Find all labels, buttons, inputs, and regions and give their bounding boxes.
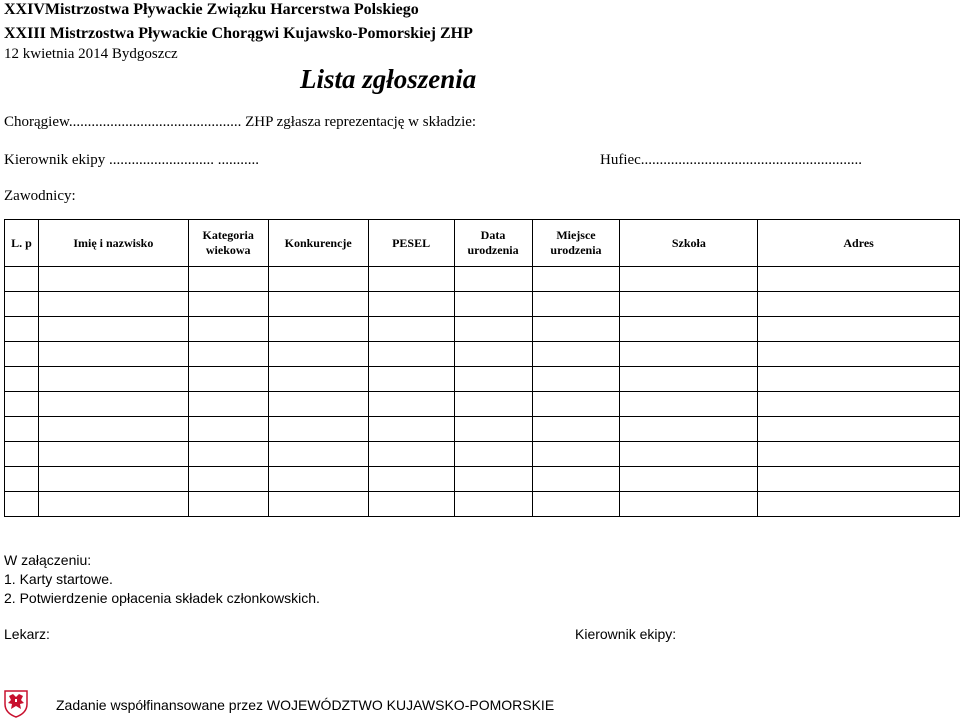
table-cell[interactable] — [5, 492, 39, 517]
table-cell[interactable] — [268, 392, 368, 417]
table-cell[interactable] — [454, 367, 532, 392]
table-cell[interactable] — [368, 442, 454, 467]
table-cell[interactable] — [38, 492, 188, 517]
table-cell[interactable] — [5, 367, 39, 392]
table-cell[interactable] — [188, 342, 268, 367]
table-row — [5, 392, 960, 417]
attachments-heading: W załączeniu: — [4, 552, 92, 568]
table-cell[interactable] — [268, 467, 368, 492]
table-cell[interactable] — [5, 392, 39, 417]
table-cell[interactable] — [758, 392, 960, 417]
table-cell[interactable] — [454, 267, 532, 292]
table-row — [5, 292, 960, 317]
table-cell[interactable] — [188, 417, 268, 442]
table-cell[interactable] — [268, 492, 368, 517]
form-title: Lista zgłoszenia — [300, 64, 477, 94]
table-cell[interactable] — [758, 342, 960, 367]
choragiew-field[interactable]: Chorągiew.............................................. ZHP zgłasza reprezentację w składzie: — [4, 114, 477, 130]
registration-table — [4, 219, 960, 517]
table-cell[interactable] — [188, 492, 268, 517]
table-cell[interactable] — [532, 417, 620, 442]
table-cell[interactable] — [532, 292, 620, 317]
table-cell[interactable] — [758, 467, 960, 492]
table-cell[interactable] — [368, 292, 454, 317]
table-cell[interactable] — [268, 317, 368, 342]
table-cell[interactable] — [620, 317, 758, 342]
col-header-age-category: Kategoria wiekowa — [188, 220, 268, 267]
competitors-label: Zawodnicy: — [4, 188, 76, 204]
table-cell[interactable] — [38, 292, 188, 317]
doctor-signature-label: Lekarz: — [4, 626, 50, 642]
table-cell[interactable] — [5, 317, 39, 342]
table-cell[interactable] — [188, 292, 268, 317]
table-cell[interactable] — [188, 392, 268, 417]
table-cell[interactable] — [758, 492, 960, 517]
event-date-location: 12 kwietnia 2014 Bydgoszcz — [4, 46, 178, 62]
table-cell[interactable] — [368, 342, 454, 367]
table-cell[interactable] — [620, 292, 758, 317]
table-cell[interactable] — [5, 342, 39, 367]
col-header-name: Imię i nazwisko — [38, 220, 188, 267]
table-cell[interactable] — [38, 392, 188, 417]
table-cell[interactable] — [38, 367, 188, 392]
table-cell[interactable] — [620, 442, 758, 467]
table-cell[interactable] — [38, 267, 188, 292]
table-cell[interactable] — [620, 342, 758, 367]
table-row — [5, 492, 960, 517]
table-header-row — [5, 220, 960, 267]
table-cell[interactable] — [532, 367, 620, 392]
col-header-school: Szkoła — [620, 220, 758, 267]
table-cell[interactable] — [620, 417, 758, 442]
col-header-events: Konkurencje — [268, 220, 368, 267]
cofinancing-note: Zadanie współfinansowane przez WOJEWÓDZTWO KUJAWSKO-POMORSKIE — [56, 697, 555, 713]
table-row — [5, 417, 960, 442]
col-header-birth-date: Data urodzenia — [454, 220, 532, 267]
table-cell[interactable] — [532, 317, 620, 342]
table-cell[interactable] — [532, 342, 620, 367]
table-cell[interactable] — [38, 417, 188, 442]
table-cell[interactable] — [268, 417, 368, 442]
team-leader-signature-label: Kierownik ekipy: — [575, 626, 677, 642]
table-cell[interactable] — [454, 292, 532, 317]
col-header-lp: L. p — [5, 220, 39, 267]
table-cell[interactable] — [368, 417, 454, 442]
table-cell[interactable] — [188, 442, 268, 467]
table-cell[interactable] — [532, 267, 620, 292]
table-cell[interactable] — [5, 442, 39, 467]
table-cell[interactable] — [5, 292, 39, 317]
col-header-pesel: PESEL — [368, 220, 454, 267]
table-cell[interactable] — [188, 467, 268, 492]
table-cell[interactable] — [532, 392, 620, 417]
table-cell[interactable] — [5, 467, 39, 492]
table-cell[interactable] — [38, 467, 188, 492]
table-cell[interactable] — [368, 367, 454, 392]
attachment-item-1: 1. Karty startowe. — [4, 571, 113, 587]
table-cell[interactable] — [758, 442, 960, 467]
table-row — [5, 342, 960, 367]
table-cell[interactable] — [454, 417, 532, 442]
table-cell[interactable] — [268, 442, 368, 467]
attachment-item-2: 2. Potwierdzenie opłacenia składek członkowskich. — [4, 590, 320, 606]
table-row — [5, 267, 960, 292]
table-row — [5, 367, 960, 392]
table-cell[interactable] — [368, 467, 454, 492]
table-row — [5, 467, 960, 492]
table-row — [5, 317, 960, 342]
championship-title: XXIVMistrzostwa Pływackie Związku Harcerstwa Polskiego — [4, 1, 419, 18]
table-cell[interactable] — [620, 467, 758, 492]
table-cell[interactable] — [620, 367, 758, 392]
table-cell[interactable] — [38, 442, 188, 467]
table-cell[interactable] — [368, 392, 454, 417]
col-header-address: Adres — [758, 220, 960, 267]
table-cell[interactable] — [38, 342, 188, 367]
table-cell[interactable] — [5, 267, 39, 292]
table-cell[interactable] — [758, 417, 960, 442]
table-cell[interactable] — [758, 267, 960, 292]
table-cell[interactable] — [268, 342, 368, 367]
table-cell[interactable] — [532, 442, 620, 467]
table-cell[interactable] — [758, 367, 960, 392]
table-cell[interactable] — [268, 292, 368, 317]
coat-of-arms-icon — [3, 688, 29, 718]
table-cell[interactable] — [5, 417, 39, 442]
table-cell[interactable] — [758, 292, 960, 317]
table-cell[interactable] — [532, 467, 620, 492]
table-cell[interactable] — [532, 492, 620, 517]
table-cell[interactable] — [454, 392, 532, 417]
table-cell[interactable] — [268, 267, 368, 292]
table-cell[interactable] — [268, 367, 368, 392]
table-cell[interactable] — [454, 342, 532, 367]
table-cell[interactable] — [188, 367, 268, 392]
table-row — [5, 442, 960, 467]
team-leader-field[interactable]: Kierownik ekipy ............................ ........... — [4, 152, 259, 168]
hufiec-field[interactable]: Hufiec........................................................... — [600, 152, 863, 168]
table-cell[interactable] — [38, 317, 188, 342]
table-cell[interactable] — [188, 267, 268, 292]
table-cell[interactable] — [454, 442, 532, 467]
table-cell[interactable] — [368, 492, 454, 517]
table-cell[interactable] — [368, 267, 454, 292]
col-header-birth-place: Miejsce urodzenia — [532, 220, 620, 267]
table-cell[interactable] — [188, 317, 268, 342]
table-cell[interactable] — [758, 317, 960, 342]
table-cell[interactable] — [454, 467, 532, 492]
table-cell[interactable] — [620, 392, 758, 417]
table-cell[interactable] — [368, 317, 454, 342]
table-cell[interactable] — [454, 492, 532, 517]
table-cell[interactable] — [620, 492, 758, 517]
table-cell[interactable] — [454, 317, 532, 342]
regional-championship-title: XXIII Mistrzostwa Pływackie Chorągwi Kujawsko-Pomorskiej ZHP — [4, 25, 473, 42]
table-cell[interactable] — [620, 267, 758, 292]
